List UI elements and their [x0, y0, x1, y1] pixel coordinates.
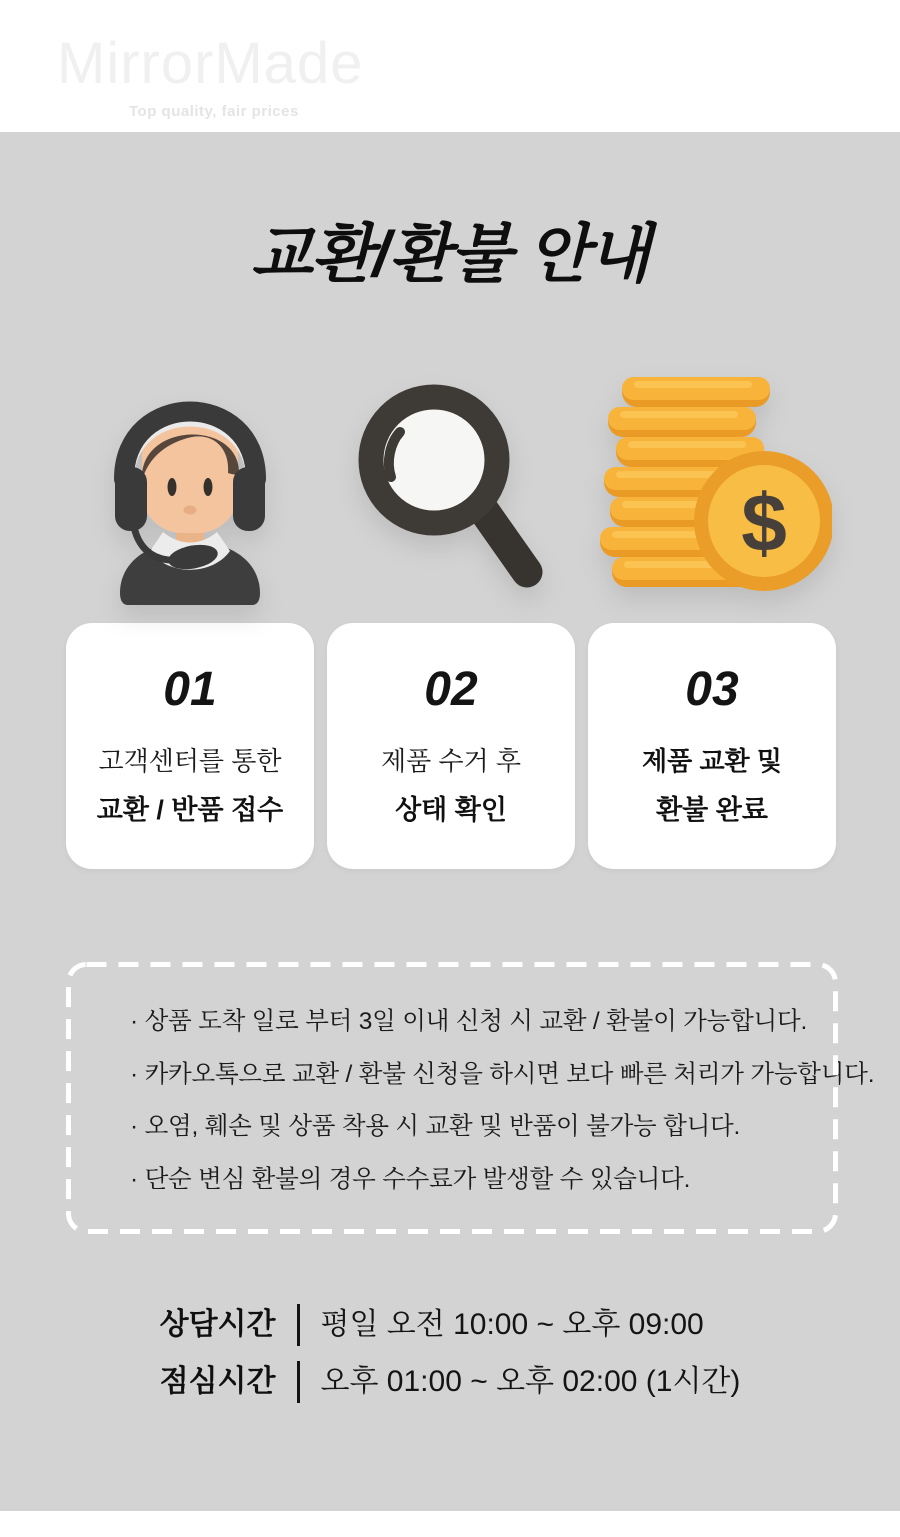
magnifier-icon — [346, 374, 556, 599]
icon-cell-3 — [588, 363, 836, 605]
step-card-3 — [588, 623, 836, 869]
note-line: · 카카오톡으로 교환 / 환불 신청을 하시면 보다 빠른 처리가 가능합니다. — [130, 1060, 875, 1088]
icon-cell-2 — [327, 363, 575, 605]
page-title: 교환/환불 안내 — [250, 218, 650, 290]
dollar-sign: $ — [741, 478, 787, 569]
schedule-label: 점심시간 — [160, 1361, 300, 1403]
step-line2: 상태 확인 — [395, 795, 507, 825]
step-number: 03 — [685, 663, 739, 716]
schedule-label: 상담시간 — [160, 1304, 300, 1346]
note-line: · 상품 도착 일로 부터 3일 이내 신청 시 교환 / 환불이 가능합니다. — [130, 1008, 808, 1035]
brand-tagline: Top quality, fair prices — [129, 103, 299, 120]
schedule — [160, 1304, 741, 1403]
step-card-1 — [66, 623, 314, 869]
brand-logo: MirrorMade — [57, 31, 364, 96]
step-number: 01 — [163, 663, 217, 716]
step-line1: 제품 교환 및 — [641, 746, 783, 776]
dashed-border — [66, 962, 875, 1234]
note-line: · 단순 변심 환불의 경우 수수료가 발생할 수 있습니다. — [130, 1165, 691, 1193]
icon-cell-1 — [66, 363, 314, 605]
step-line1: 고객센터를 통한 — [98, 746, 282, 776]
support-agent-icon — [90, 363, 290, 605]
step-cards-row — [66, 623, 836, 869]
step-card-2 — [327, 623, 575, 869]
schedule-value: 평일 오전 10:00 ~ 오후 09:00 — [320, 1308, 704, 1341]
notes-box — [66, 962, 875, 1234]
icon-row — [66, 363, 836, 605]
note-line: · 오염, 훼손 및 상품 착용 시 교환 및 반품이 불가능 합니다. — [130, 1113, 741, 1140]
coins-icon — [592, 373, 832, 601]
header — [0, 0, 900, 132]
step-number: 02 — [424, 663, 478, 716]
step-line1: 제품 수거 후 — [380, 746, 522, 776]
step-line2: 교환 / 반품 접수 — [96, 795, 284, 825]
schedule-value: 오후 01:00 ~ 오후 02:00 (1시간) — [320, 1365, 741, 1398]
step-line2: 환불 완료 — [656, 795, 768, 825]
content-area — [0, 132, 900, 1511]
